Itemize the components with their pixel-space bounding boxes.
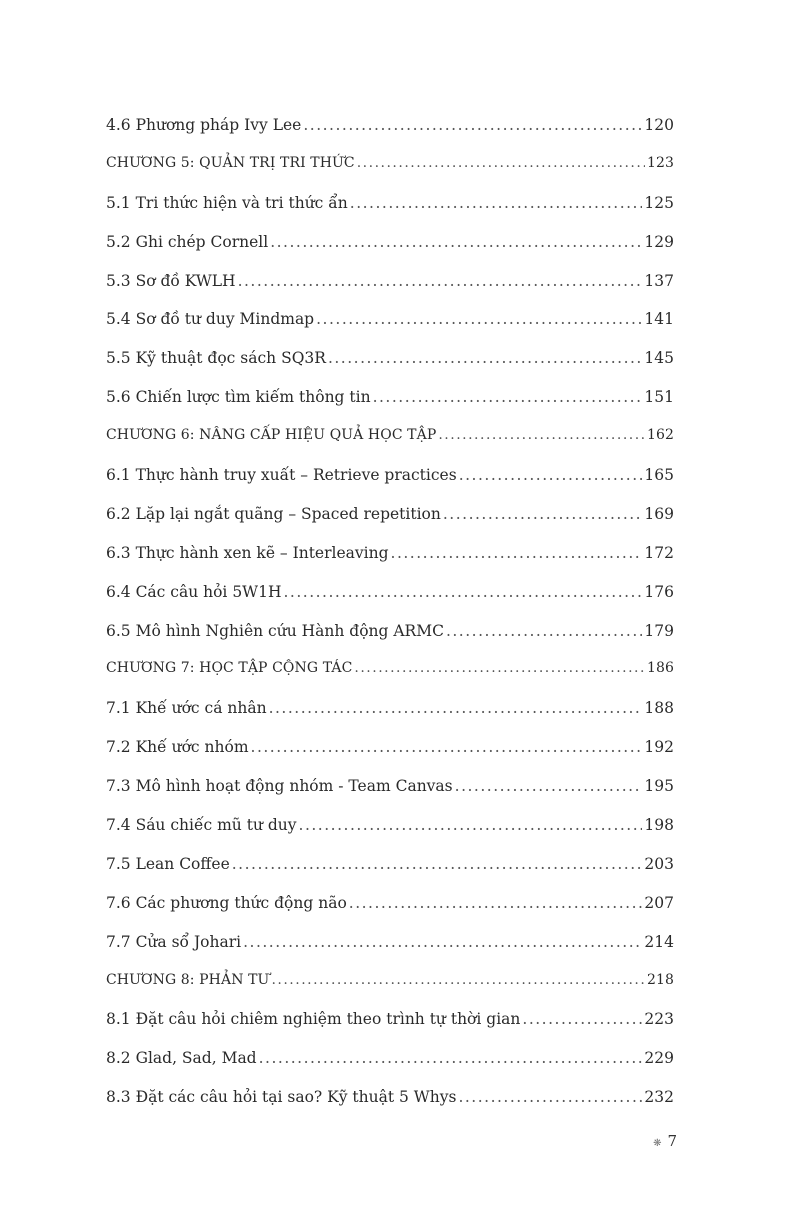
toc-leader-dots bbox=[328, 349, 642, 367]
toc-leader-dots bbox=[357, 155, 645, 171]
toc-entry-page: 162 bbox=[646, 427, 674, 444]
toc-entry-title: 7.3 Mô hình hoạt động nhóm - Team Canvas bbox=[106, 777, 453, 796]
ornament-icon: ❋ bbox=[653, 1138, 662, 1149]
toc-entry-page: 229 bbox=[644, 1049, 674, 1068]
toc-entry-page: 120 bbox=[644, 116, 674, 134]
toc-entry-title: 6.4 Các câu hỏi 5W1H bbox=[106, 582, 282, 601]
toc-leader-dots bbox=[459, 466, 643, 484]
toc-entry-page: 137 bbox=[644, 271, 674, 290]
toc-entry-page: 223 bbox=[644, 1010, 674, 1029]
toc-entry-page: 186 bbox=[646, 660, 674, 677]
toc-entry-page: 195 bbox=[644, 777, 674, 796]
toc-entry[interactable] bbox=[106, 349, 674, 388]
toc-entry-page: 214 bbox=[644, 932, 674, 951]
toc-entry-title: 5.5 Kỹ thuật đọc sách SQ3R bbox=[106, 349, 326, 368]
toc-leader-dots bbox=[438, 427, 645, 443]
toc-leader-dots bbox=[259, 1049, 643, 1067]
toc-entry-title: 5.3 Sơ đồ KWLH bbox=[106, 271, 236, 290]
toc-entry-page: 207 bbox=[644, 893, 674, 912]
toc-entry-title: 8.1 Đặt câu hỏi chiêm nghiệm theo trình tự thời gian bbox=[106, 1010, 521, 1029]
toc-chapter-heading[interactable] bbox=[106, 427, 674, 466]
toc-entry[interactable] bbox=[106, 816, 674, 855]
toc-entry-title: CHƯƠNG 6: NÂNG CẤP HIỆU QUẢ HỌC TẬP bbox=[106, 427, 437, 444]
toc-entry[interactable] bbox=[106, 1088, 674, 1127]
toc-entry[interactable] bbox=[106, 466, 674, 505]
toc-leader-dots bbox=[446, 622, 642, 640]
toc-entry[interactable] bbox=[106, 544, 674, 583]
toc-leader-dots bbox=[270, 233, 642, 251]
toc-entry-page: 129 bbox=[644, 232, 674, 251]
toc-entry-page: 151 bbox=[644, 388, 674, 407]
toc-entry-page: 188 bbox=[644, 699, 674, 718]
toc-entry[interactable] bbox=[106, 699, 674, 738]
toc-entry-page: 232 bbox=[644, 1088, 674, 1107]
toc-entry-page: 145 bbox=[644, 349, 674, 368]
toc-entry-page: 176 bbox=[644, 582, 674, 601]
toc-entry-title: 6.3 Thực hành xen kẽ – Interleaving bbox=[106, 543, 389, 562]
toc-chapter-heading[interactable] bbox=[106, 155, 674, 194]
toc-entry-title: 5.1 Tri thức hiện và tri thức ẩn bbox=[106, 193, 348, 212]
toc-entry-title: 7.7 Cửa sổ Johari bbox=[106, 932, 242, 951]
toc-leader-dots bbox=[349, 894, 643, 912]
toc-chapter-heading[interactable] bbox=[106, 660, 674, 699]
toc-entry-title: CHƯƠNG 5: QUẢN TRỊ TRI THỨC bbox=[106, 154, 355, 171]
toc-entry[interactable] bbox=[106, 233, 674, 272]
toc-entry-page: 141 bbox=[644, 310, 674, 329]
toc-entry-page: 165 bbox=[644, 466, 674, 485]
toc-entry[interactable] bbox=[106, 1049, 674, 1088]
toc-entry[interactable] bbox=[106, 583, 674, 622]
toc-chapter-heading[interactable] bbox=[106, 972, 674, 1011]
toc-entry[interactable] bbox=[106, 272, 674, 311]
toc-leader-dots bbox=[522, 1010, 642, 1028]
toc-entry-title: 5.4 Sơ đồ tư duy Mindmap bbox=[106, 310, 315, 329]
toc-entry-title: 7.5 Lean Coffee bbox=[106, 854, 230, 873]
toc-entry-page: 198 bbox=[644, 816, 674, 835]
toc-leader-dots bbox=[373, 388, 643, 406]
toc-entry-title: 7.2 Khế ước nhóm bbox=[106, 738, 249, 757]
toc-leader-dots bbox=[455, 777, 643, 795]
toc-leader-dots bbox=[458, 1088, 642, 1106]
toc-leader-dots bbox=[243, 933, 642, 951]
toc-entry[interactable] bbox=[106, 194, 674, 233]
toc-entry-title: 8.3 Đặt các câu hỏi tại sao? Kỹ thuật 5 Whys bbox=[106, 1088, 457, 1107]
page-footer bbox=[653, 1132, 677, 1150]
toc-entry-title: 5.2 Ghi chép Cornell bbox=[106, 232, 269, 251]
toc-entry-title: CHƯƠNG 7: HỌC TẬP CỘNG TÁC bbox=[106, 660, 353, 677]
toc-entry[interactable] bbox=[106, 933, 674, 972]
toc-leader-dots bbox=[284, 583, 643, 601]
toc-entry[interactable] bbox=[106, 894, 674, 933]
toc-entry-page: 123 bbox=[646, 154, 674, 171]
toc-entry[interactable] bbox=[106, 777, 674, 816]
toc-leader-dots bbox=[238, 272, 643, 290]
toc-leader-dots bbox=[443, 505, 643, 523]
table-of-contents bbox=[106, 116, 674, 1127]
toc-leader-dots bbox=[354, 660, 645, 676]
page-number: 7 bbox=[667, 1132, 677, 1150]
toc-entry[interactable] bbox=[106, 738, 674, 777]
toc-leader-dots bbox=[232, 855, 643, 873]
toc-leader-dots bbox=[303, 116, 642, 134]
toc-entry[interactable] bbox=[106, 388, 674, 427]
toc-entry[interactable] bbox=[106, 310, 674, 349]
toc-leader-dots bbox=[316, 310, 642, 328]
toc-entry-title: 6.1 Thực hành truy xuất – Retrieve practices bbox=[106, 466, 457, 485]
toc-entry-title: 6.2 Lặp lại ngắt quãng – Spaced repetition bbox=[106, 504, 441, 523]
toc-entry-title: 7.6 Các phương thức động não bbox=[106, 893, 347, 912]
toc-entry-title: 7.4 Sáu chiếc mũ tư duy bbox=[106, 816, 297, 835]
toc-leader-dots bbox=[251, 738, 643, 756]
toc-entry-page: 172 bbox=[644, 543, 674, 562]
toc-entry-page: 218 bbox=[646, 971, 674, 988]
toc-leader-dots bbox=[350, 194, 643, 212]
toc-leader-dots bbox=[271, 972, 645, 988]
toc-entry[interactable] bbox=[106, 1010, 674, 1049]
toc-entry[interactable] bbox=[106, 622, 674, 661]
toc-entry[interactable] bbox=[106, 116, 674, 155]
toc-entry[interactable] bbox=[106, 505, 674, 544]
toc-entry-title: 7.1 Khế ước cá nhân bbox=[106, 699, 267, 718]
toc-leader-dots bbox=[269, 699, 643, 717]
toc-leader-dots bbox=[299, 816, 643, 834]
toc-entry-title: 4.6 Phương pháp Ivy Lee bbox=[106, 116, 302, 134]
toc-entry[interactable] bbox=[106, 855, 674, 894]
toc-leader-dots bbox=[391, 544, 643, 562]
toc-entry-page: 179 bbox=[644, 621, 674, 640]
toc-entry-page: 125 bbox=[644, 193, 674, 212]
toc-entry-title: 8.2 Glad, Sad, Mad bbox=[106, 1049, 257, 1068]
toc-entry-title: 6.5 Mô hình Nghiên cứu Hành động ARMC bbox=[106, 621, 444, 640]
toc-entry-page: 169 bbox=[644, 504, 674, 523]
toc-entry-title: 5.6 Chiến lược tìm kiếm thông tin bbox=[106, 388, 371, 407]
toc-entry-title: CHƯƠNG 8: PHẢN TƯ bbox=[106, 971, 270, 988]
toc-entry-page: 203 bbox=[644, 854, 674, 873]
toc-entry-page: 192 bbox=[644, 738, 674, 757]
